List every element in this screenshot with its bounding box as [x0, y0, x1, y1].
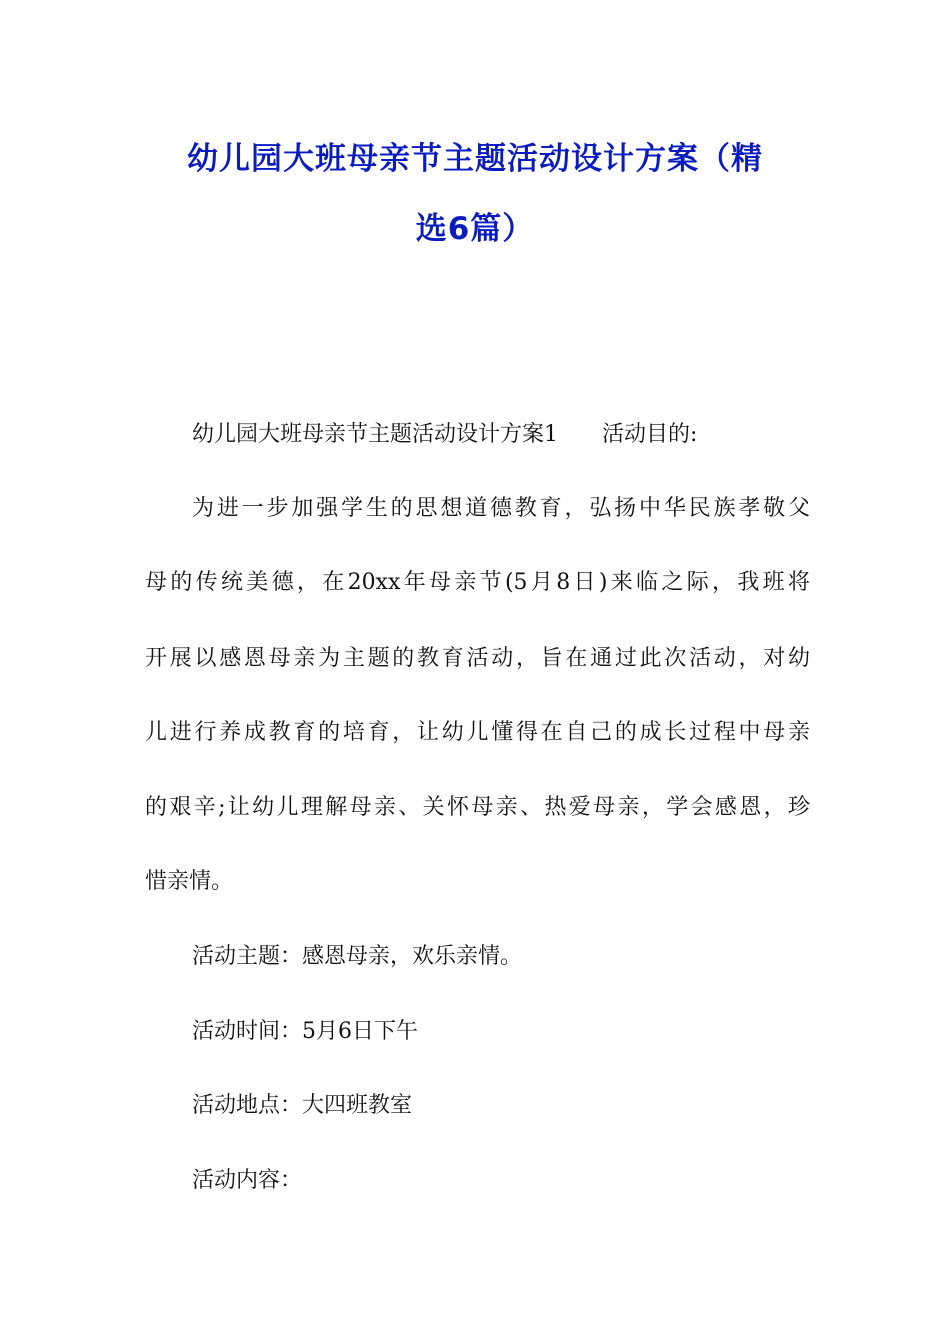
document-title-line-2: 选6篇） — [415, 211, 535, 247]
purpose-line-6: 惜亲情。 — [145, 869, 234, 894]
purpose-line-5: 的艰辛;让幼儿理解母亲、关怀母亲、热爱母亲，学会感恩，珍 — [145, 795, 810, 820]
document-title-line-1: 幼儿园大班母亲节主题活动设计方案（精 — [187, 141, 763, 177]
activity-content-label: 活动内容： — [192, 1168, 303, 1193]
activity-time: 活动时间：5月6日下午 — [192, 1019, 418, 1044]
purpose-line-3: 开展以感恩母亲为主题的教育活动，旨在通过此次活动，对幼 — [145, 646, 810, 671]
section-heading: 幼儿园大班母亲节主题活动设计方案1 — [192, 422, 558, 447]
purpose-line-1: 为进一步加强学生的思想道德教育，弘扬中华民族孝敬父 — [192, 496, 810, 521]
activity-theme: 活动主题：感恩母亲，欢乐亲情。 — [192, 944, 523, 969]
purpose-line-4: 儿进行养成教育的培育，让幼儿懂得在自己的成长过程中母亲 — [145, 720, 810, 745]
activity-location: 活动地点：大四班教室 — [192, 1093, 413, 1118]
goal-label: 活动目的: — [602, 422, 698, 447]
purpose-line-2: 母的传统美德，在20xx年母亲节(5月8日)来临之际，我班将 — [145, 570, 810, 595]
section-heading-line — [192, 420, 857, 450]
